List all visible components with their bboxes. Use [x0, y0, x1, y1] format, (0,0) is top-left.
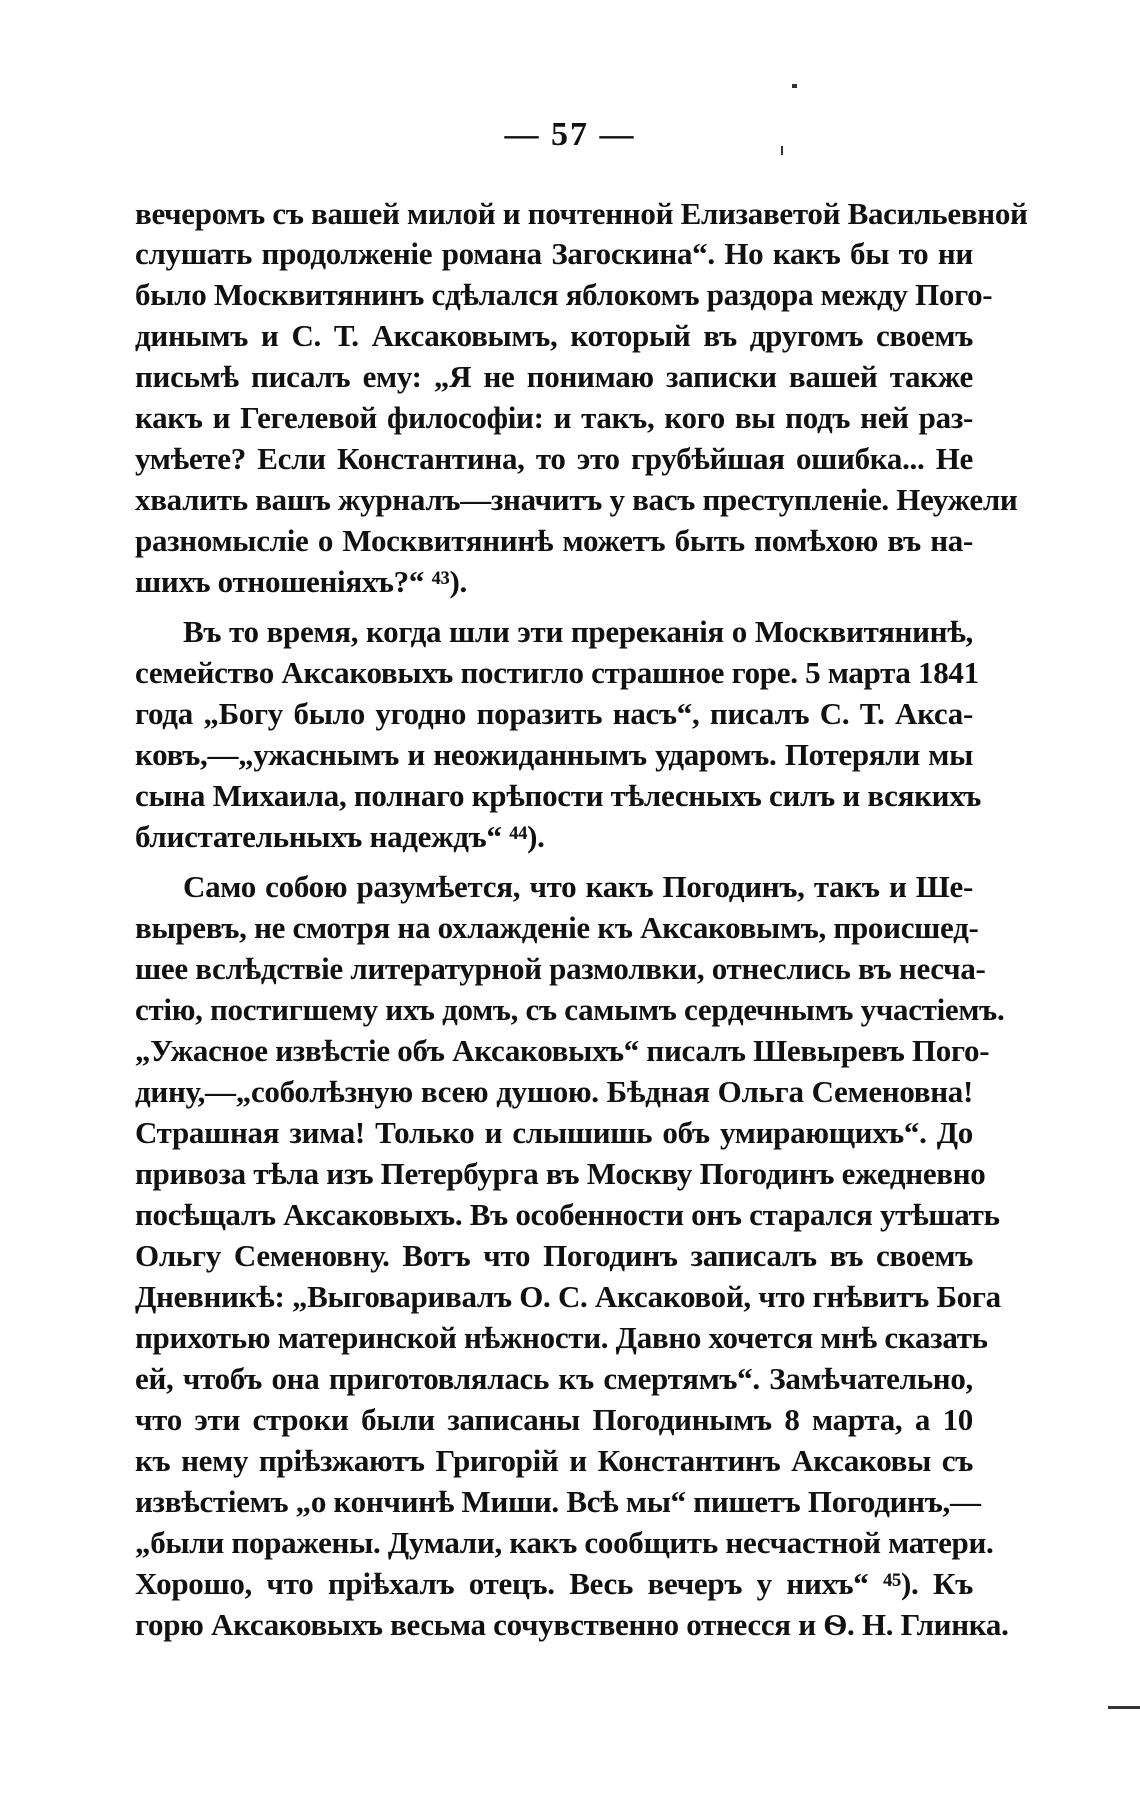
text-line: ей, чтобъ она приготовлялась къ смертямъ“. Замѣчательно,	[135, 1361, 973, 1396]
text-line: „были поражены. Думали, какъ сообщить несчастной матери.	[135, 1525, 994, 1560]
text-line: привоза тѣла изъ Петербурга въ Москву Погодинъ ежедневно	[135, 1156, 986, 1191]
text-line: Страшная зима! Только и слышишь объ умирающихъ“. До	[135, 1115, 973, 1150]
text-line: разномысліе о Москвитянинѣ можетъ быть помѣхою въ на-	[135, 523, 973, 558]
text-line: Само собою разумѣется, что какъ Погодинъ, такъ и Ше-	[183, 869, 973, 904]
text-line: умѣете? Если Константина, то это грубѣйшая ошибка... Не	[135, 441, 973, 476]
text-line: выревъ, не смотря на охлажденіе къ Аксаковымъ, происшед-	[135, 910, 979, 945]
print-speck	[792, 84, 797, 88]
text-line: семейство Аксаковыхъ постигло страшное горе. 5 марта 1841	[135, 655, 979, 690]
text-line: „Ужасное извѣстіе объ Аксаковыхъ“ писалъ Шевыревъ Пого-	[135, 1033, 990, 1068]
text-line: шихъ отношеніяхъ?“ ⁴³).	[135, 564, 467, 599]
text-line: блистательныхъ надеждъ“ ⁴⁴).	[135, 819, 545, 854]
text-line: что эти строки были записаны Погодинымъ 8 марта, а 10	[135, 1402, 973, 1437]
text-line: стію, постигшему ихъ домъ, съ самымъ сердечнымъ участіемъ.	[135, 992, 1005, 1027]
text-line: прихотью материнской нѣжности. Давно хочется мнѣ сказать	[135, 1320, 988, 1355]
text-line: дину,—„соболѣзную всею душою. Бѣдная Ольга Семеновна!	[135, 1074, 973, 1109]
text-line: горю Аксаковыхъ весьма сочувственно отнесся и Ѳ. Н. Глинка.	[135, 1607, 1009, 1642]
text-line: было Москвитянинъ сдѣлался яблокомъ раздора между Пого-	[135, 277, 993, 312]
text-line: Хорошо, что пріѣхалъ отецъ. Весь вечеръ у нихъ“ ⁴⁵). Къ	[135, 1566, 973, 1601]
text-line: Въ то время, когда шли эти пререканія о Москвитянинѣ,	[183, 614, 973, 649]
text-line: Дневникѣ: „Выговаривалъ О. С. Аксаковой, что гнѣвитъ Бога	[135, 1279, 1001, 1314]
text-line: года „Богу было угодно поразить насъ“, писалъ С. Т. Акса-	[135, 696, 973, 731]
text-line: хвалить вашъ журналъ—значитъ у васъ преступленіе. Неужели	[135, 482, 1018, 517]
text-line: ковъ,—„ужаснымъ и неожиданнымъ ударомъ. Потеряли мы	[135, 737, 973, 772]
text-line: динымъ и С. Т. Аксаковымъ, который въ другомъ своемъ	[135, 318, 973, 353]
text-line: извѣстіемъ „о кончинѣ Миши. Всѣ мы“ пишетъ Погодинъ,—	[135, 1484, 981, 1519]
text-line: какъ и Гегелевой философіи: и такъ, кого вы подъ ней раз-	[135, 400, 973, 435]
text-line: сына Михаила, полнаго крѣпости тѣлесныхъ силъ и всякихъ	[135, 778, 982, 813]
text-line: посѣщалъ Аксаковыхъ. Въ особенности онъ старался утѣшать	[135, 1197, 1000, 1232]
text-line: вечеромъ съ вашей милой и почтенной Елизаветой Васильевной	[135, 196, 1028, 231]
edge-mark	[1108, 1706, 1140, 1709]
page-number: — 57 —	[504, 116, 636, 153]
text-line: письмѣ писалъ ему: „Я не понимаю записки вашей также	[135, 359, 973, 394]
text-line: Ольгу Семеновну. Вотъ что Погодинъ записалъ въ своемъ	[135, 1238, 973, 1273]
text-line: къ нему пріѣзжаютъ Григорій и Константинъ Аксаковы съ	[135, 1443, 973, 1478]
text-line: слушать продолженіе романа Загоскина“. Но какъ бы то ни	[135, 236, 973, 271]
text-line: шее вслѣдствіе литературной размолвки, отнеслись въ несча-	[135, 951, 986, 986]
print-speck	[781, 146, 783, 155]
